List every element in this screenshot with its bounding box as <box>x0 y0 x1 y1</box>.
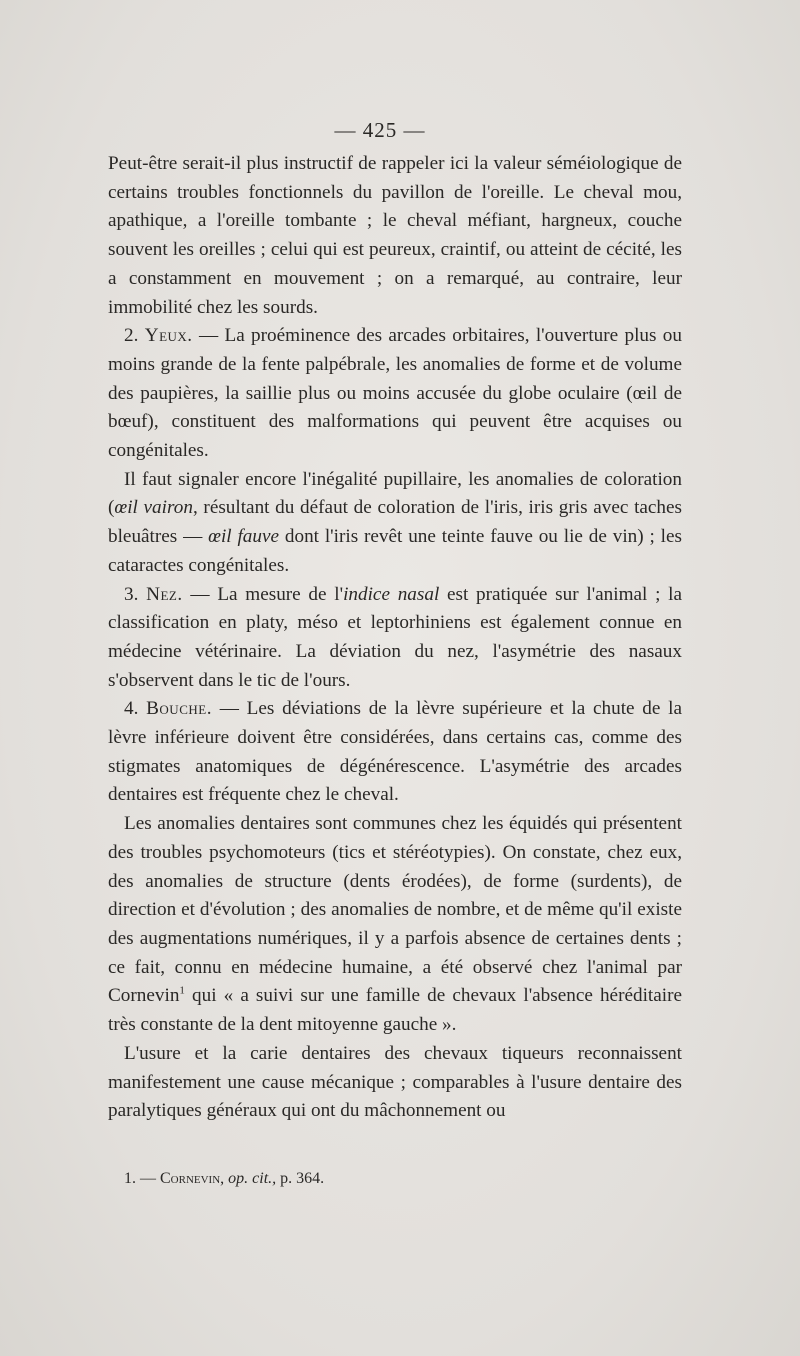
paragraph-text: Il faut signaler encore l'inégalité pupillaire, les anomalies de coloration ( <box>108 468 682 519</box>
footnote <box>124 1168 684 1190</box>
italic-term: indice nasal <box>343 583 440 605</box>
section-heading-nez: Nez. <box>146 583 183 605</box>
footnote-ref-text: op. cit., <box>228 1170 277 1187</box>
paragraph-oreille <box>108 150 682 322</box>
section-number: 2. <box>124 325 139 347</box>
section-number: 3. <box>124 583 139 605</box>
paragraph-dentaires <box>108 810 682 1040</box>
section-heading-yeux: Yeux. <box>144 325 193 347</box>
footnote-page: p. 364. <box>280 1170 325 1187</box>
section-heading-bouche: Bouche. <box>146 698 212 720</box>
paragraph-text: Les anomalies dentaires sont communes chez les équidés qui présentent des troubles psychomoteurs (tics et stéréotypies). On constate, chez eux, des anomalies de structure (dents érodées), de forme (surdents), de direction et d'évolution ; des anomalies de nombre, et de même qu'il existe des augmentations numériques, il y a parfois absence de certaines dents ; ce fait, connu en médecine humaine, a été observé chez l'animal par Cornevin <box>108 813 682 1007</box>
section-number: 4. <box>124 698 139 720</box>
paragraph-yeux <box>108 322 682 466</box>
paragraph-usure <box>108 1040 682 1126</box>
italic-term: œil vairon <box>114 497 193 519</box>
paragraph-text: — La mesure de l' <box>182 583 344 605</box>
footnote-ref: 1 <box>179 985 185 997</box>
footnote-author: Cornevin, <box>160 1170 225 1187</box>
paragraph-bouche <box>108 695 682 810</box>
footnote-number: 1. — <box>124 1170 156 1187</box>
paragraph-text: est pratiquée sur l'animal ; la classification en platy, méso et leptorhiniens est également connue en médecine vétérinaire. La déviation du nez, l'asymétrie des nasaux s'observent dans le tic de l'ours. <box>108 583 683 691</box>
paragraph-text: qui « a suivi sur une famille de chevaux l'absence héréditaire très constante de la dent mitoyenne gauche ». <box>108 985 682 1036</box>
paragraph-text: — La proéminence des arcades orbitaires, l'ouverture plus ou moins grande de la fente palpébrale, les anomalies de forme et de volume des paupières, la saillie plus ou moins accusée du globe oculaire (œil de bœuf), constituent des malformations qui peuvent être acquises ou congénitales. <box>108 325 682 462</box>
paragraph-text: — Les déviations de la lèvre supérieure et la chute de la lèvre inférieure doivent être considérées, dans certains cas, comme des stigmates anatomiques de dégénérescence. L'asymétrie des arcades dentaires est fréquente chez le cheval. <box>108 698 682 806</box>
page-number: — 425 — <box>334 118 426 142</box>
paragraph-text: dont l'iris revêt une teinte fauve ou lie de vin) ; les cataractes congénitales. <box>108 526 682 576</box>
paragraph-text: , résultant du défaut de coloration de l'iris, iris gris avec taches bleuâtres — <box>108 497 683 548</box>
paragraph-nez <box>108 581 682 696</box>
paragraph-pupillaire <box>108 466 682 581</box>
paragraph-text: Peut-être serait-il plus instructif de rappeler ici la valeur séméiologique de certains troubles fonctionnels du pavillon de l'oreille. Le cheval mou, apathique, a l'oreille tombante ; le cheval méfiant, hargneux, couche souvent les oreilles ; celui qui est peureux, craintif, ou atteint de cécité, les a constamment en mouvement ; on a remarqué, au contraire, leur immobilité chez les sourds. <box>108 153 682 318</box>
italic-term: œil fauve <box>208 526 280 548</box>
paragraph-text: L'usure et la carie dentaires des chevaux tiqueurs reconnaissent manifestement une cause mécanique ; comparables à l'usure dentaire des paralytiques généraux qui ont du mâchonnement ou <box>108 1042 682 1122</box>
body-text <box>108 150 682 1126</box>
